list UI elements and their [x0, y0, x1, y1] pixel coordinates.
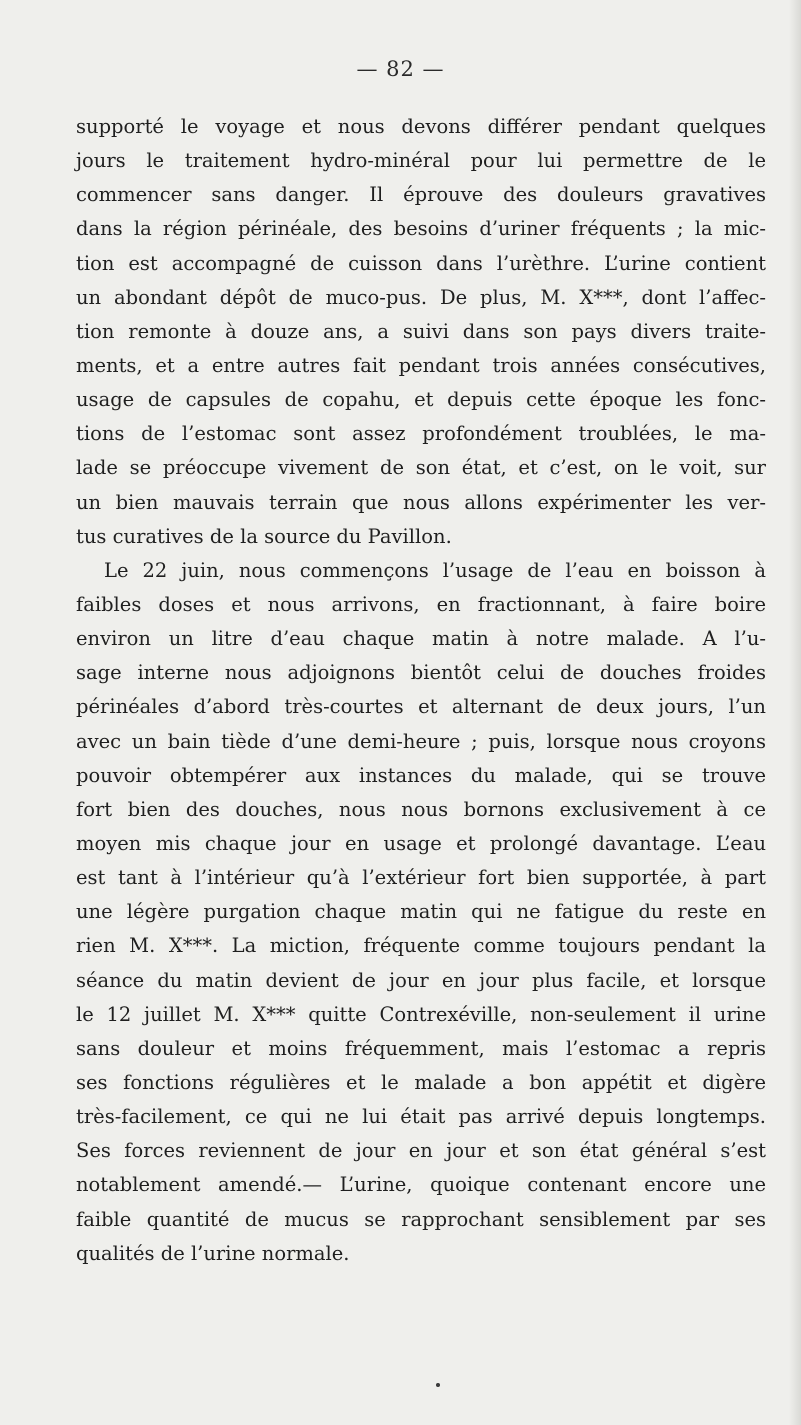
- text-line: lade se préoccupe vivement de son état, et c’est, on le voit, sur: [76, 456, 766, 480]
- text-line: faible quantité de mucus se rapprochant sensiblement par ses: [76, 1207, 766, 1231]
- text-line: notablement amendé.— L’urine, quoique contenant encore une: [76, 1173, 766, 1197]
- text-line: commencer sans danger. Il éprouve des douleurs gravatives: [76, 183, 766, 207]
- text-line: ments, et a entre autres fait pendant trois années consécutives,: [76, 353, 766, 377]
- text-line: Le 22 juin, nous commençons l’usage de l’eau en boisson à: [104, 558, 766, 582]
- text-line: environ un litre d’eau chaque matin à notre malade. A l’u-: [76, 627, 766, 651]
- text-line: une légère purgation chaque matin qui ne fatigue du reste en: [76, 900, 766, 924]
- text-line: dans la région périnéale, des besoins d’uriner fréquents ; la mic-: [76, 217, 766, 241]
- text-line: un bien mauvais terrain que nous allons expérimenter les ver-: [76, 490, 766, 514]
- text-line: est tant à l’intérieur qu’à l’extérieur fort bien supportée, à part: [76, 866, 766, 890]
- text-line: tus curatives de la source du Pavillon.: [76, 524, 452, 548]
- text-line: très-facilement, ce qui ne lui était pas arrivé depuis longtemps.: [76, 1105, 766, 1129]
- text-line: moyen mis chaque jour en usage et prolongé davantage. L’eau: [76, 831, 766, 855]
- text-line: tion remonte à douze ans, a suivi dans son pays divers traite-: [76, 319, 766, 343]
- text-line: pouvoir obtempérer aux instances du malade, qui se trouve: [76, 763, 766, 787]
- text-line: faibles doses et nous arrivons, en fractionnant, à faire boire: [76, 592, 766, 616]
- text-line: Ses forces reviennent de jour en jour et son état général s’est: [76, 1139, 766, 1163]
- text-line: séance du matin devient de jour en jour plus facile, et lorsque: [76, 968, 766, 992]
- body-text: [76, 110, 766, 1271]
- ink-speck: [436, 1383, 440, 1387]
- text-line: sans douleur et moins fréquemment, mais l’estomac a repris: [76, 1036, 766, 1060]
- text-line: tions de l’estomac sont assez profondément troublées, le ma-: [76, 422, 766, 446]
- page-number: — 82 —: [356, 57, 445, 81]
- text-line: supporté le voyage et nous devons différer pendant quelques: [76, 115, 766, 138]
- text-line: sage interne nous adjoignons bientôt celui de douches froides: [76, 661, 766, 685]
- text-line: jours le traitement hydro-minéral pour lui permettre de le: [76, 149, 766, 173]
- text-line: tion est accompagné de cuisson dans l’urèthre. L’urine contient: [76, 251, 766, 275]
- page-edge-shadow: [789, 0, 801, 1425]
- text-line: avec un bain tiède d’une demi-heure ; puis, lorsque nous croyons: [76, 729, 766, 753]
- text-line: usage de capsules de copahu, et depuis cette époque les fonc-: [76, 388, 766, 412]
- text-line: ses fonctions régulières et le malade a bon appétit et digère: [76, 1070, 766, 1094]
- text-line: fort bien des douches, nous nous bornons exclusivement à ce: [76, 797, 766, 821]
- text-line: rien M. X***. La miction, fréquente comme toujours pendant la: [76, 934, 766, 958]
- text-line: périnéales d’abord très-courtes et alternant de deux jours, l’un: [76, 695, 766, 719]
- text-line: un abondant dépôt de muco-pus. De plus, M. X***, dont l’affec-: [76, 285, 766, 309]
- text-line: le 12 juillet M. X*** quitte Contrexéville, non-seulement il urine: [76, 1002, 766, 1026]
- text-line: qualités de l’urine normale.: [76, 1241, 350, 1265]
